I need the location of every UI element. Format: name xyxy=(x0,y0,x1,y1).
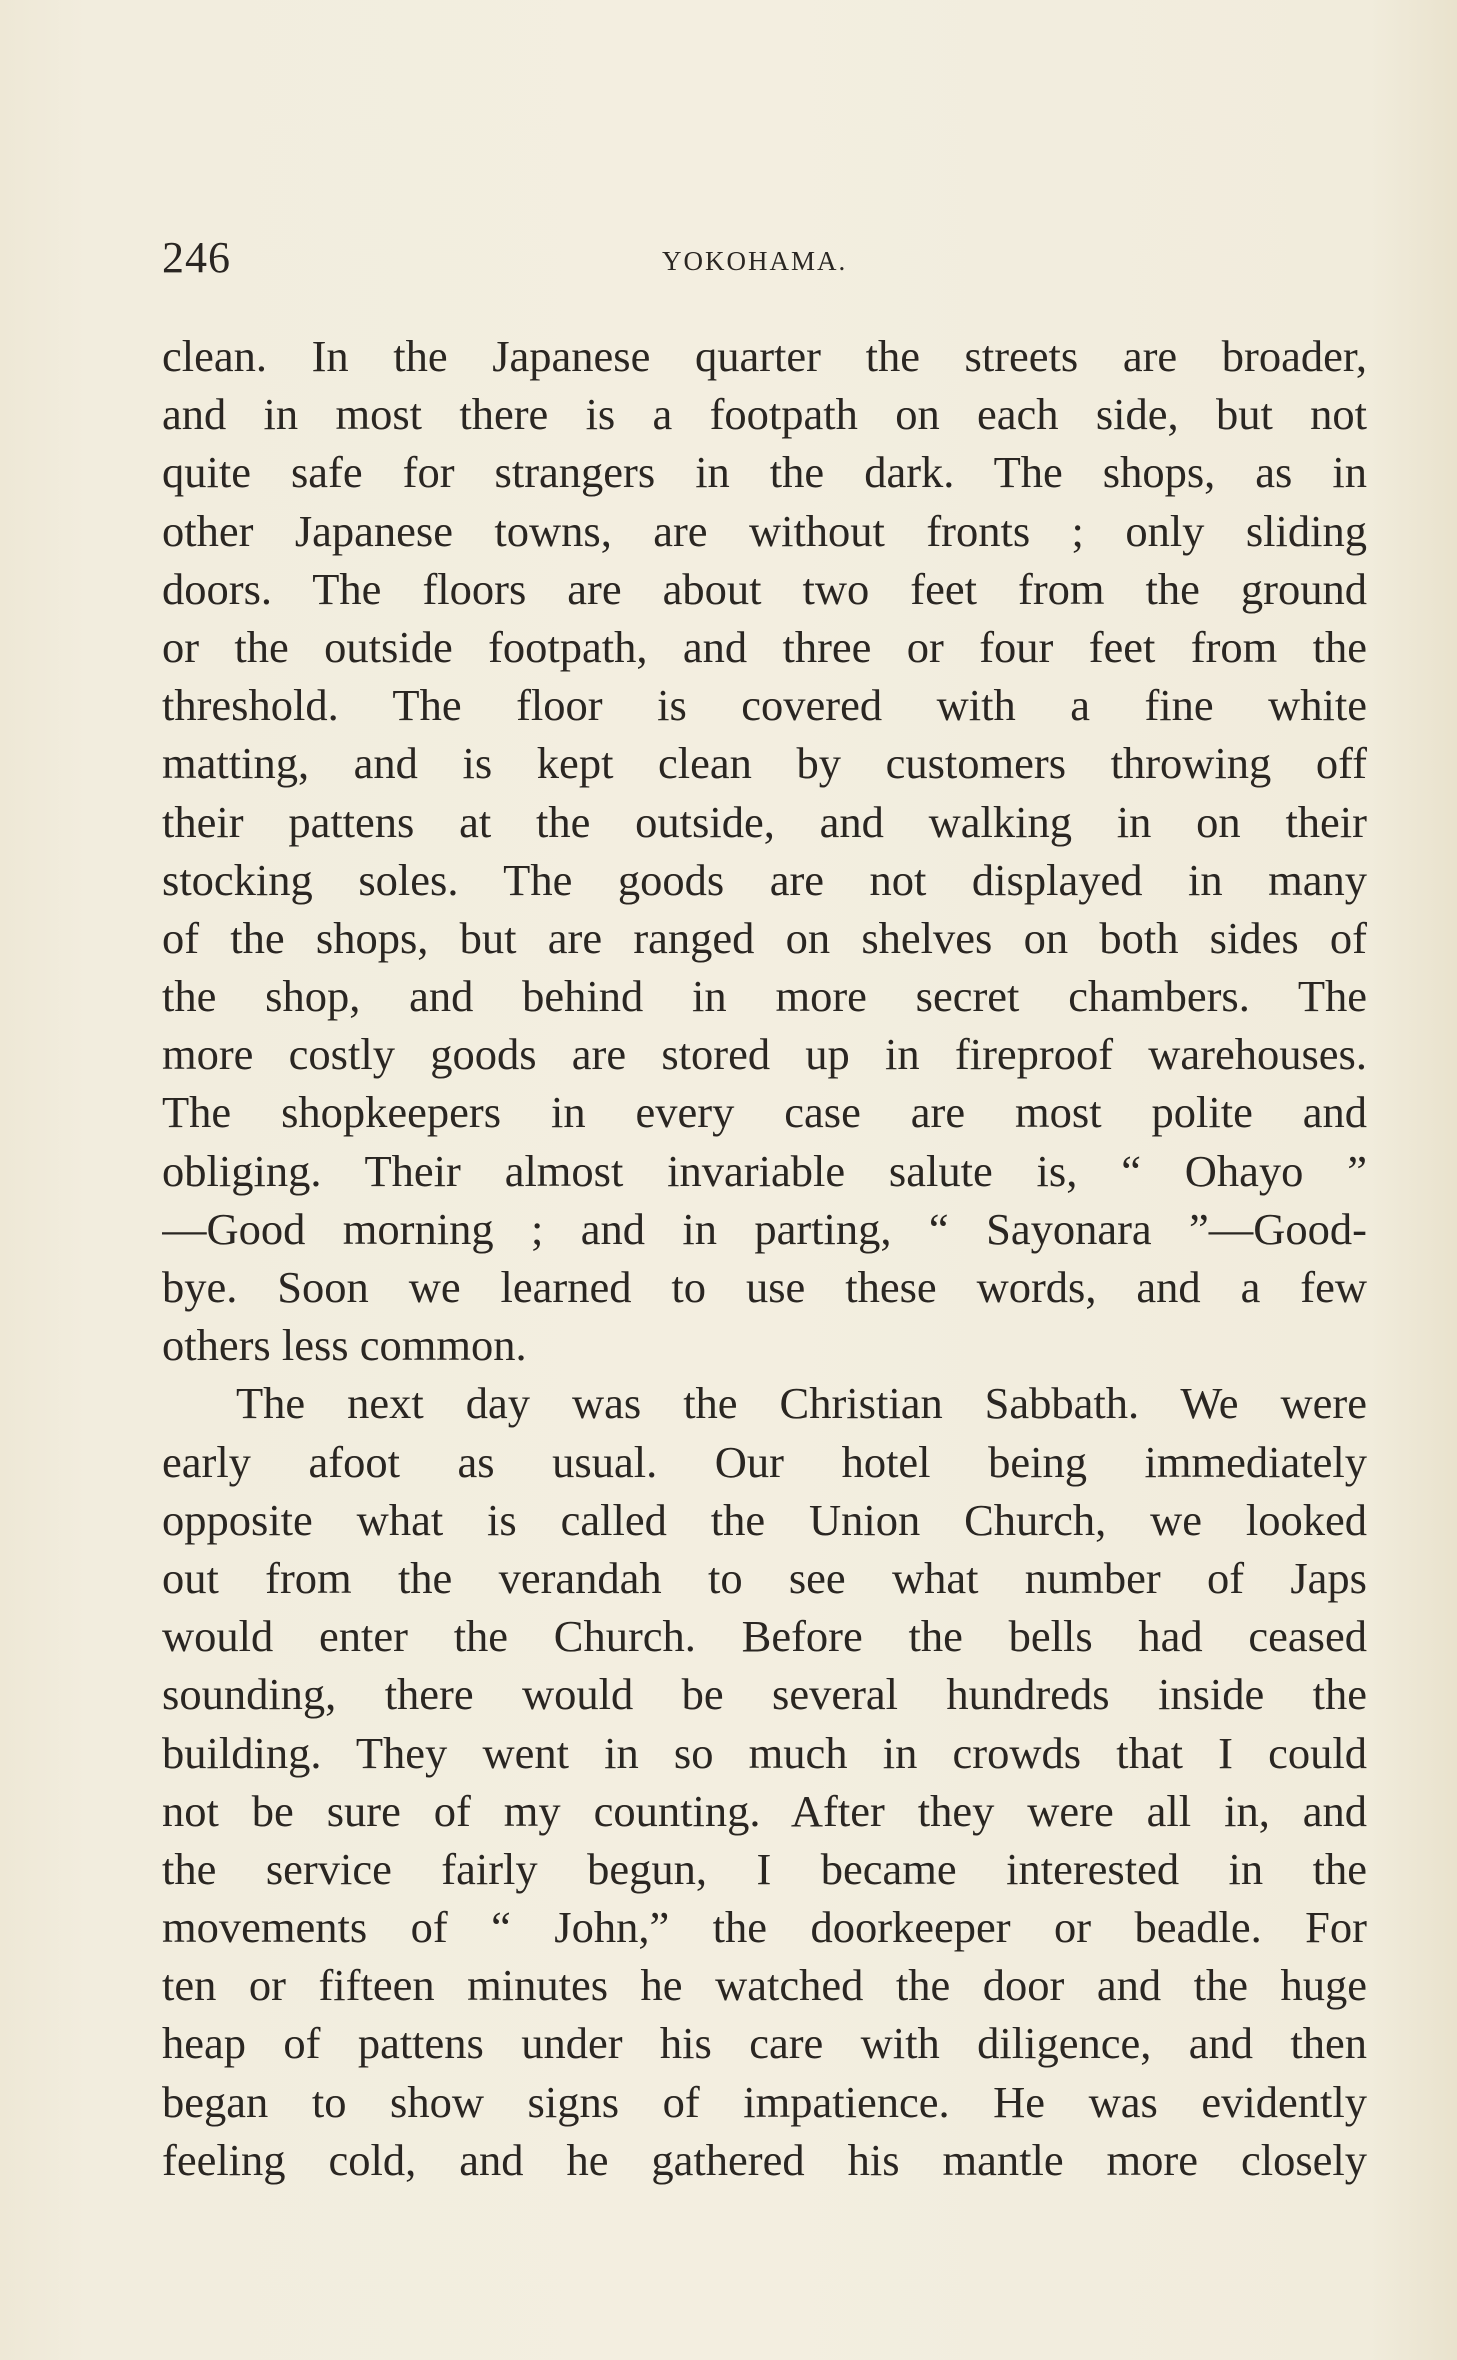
text-line: not be sure of my counting. After they were all in, and xyxy=(162,1785,1367,1836)
body-text xyxy=(162,327,1367,2189)
page-header xyxy=(162,232,1372,292)
text-line: and in most there is a footpath on each side, but not xyxy=(162,389,1367,440)
text-line: The next day was the Christian Sabbath. We were xyxy=(236,1378,1367,1429)
text-line: opposite what is called the Union Church, we looked xyxy=(162,1494,1367,1545)
text-line: their pattens at the outside, and walking in on their xyxy=(162,796,1367,847)
text-line: the service fairly begun, I became interested in the xyxy=(162,1843,1367,1894)
text-line: sounding, there would be several hundreds inside the xyxy=(162,1669,1367,1720)
running-title: YOKOHAMA. xyxy=(662,246,848,276)
paragraph-2 xyxy=(162,1374,1367,2189)
text-line: building. They went in so much in crowds that I could xyxy=(162,1727,1367,1778)
text-line: doors. The floors are about two feet from the ground xyxy=(162,563,1367,614)
text-line: began to show signs of impatience. He was evidently xyxy=(162,2076,1367,2127)
text-line: The shopkeepers in every case are most polite and xyxy=(162,1087,1367,1138)
text-line: heap of pattens under his care with diligence, and then xyxy=(162,2018,1367,2069)
text-line: bye. Soon we learned to use these words, and a few xyxy=(162,1262,1367,1312)
text-line: stocking soles. The goods are not displayed in many xyxy=(162,854,1367,905)
page-number: 246 xyxy=(162,233,231,282)
text-line: —Good morning ; and in parting, “ Sayonara ”—Good- xyxy=(162,1203,1367,1254)
text-line: obliging. Their almost invariable salute is, “ Ohayo ” xyxy=(162,1145,1367,1196)
text-line: early afoot as usual. Our hotel being immediately xyxy=(162,1436,1367,1487)
text-line: more costly goods are stored up in fireproof warehouses. xyxy=(162,1029,1367,1080)
text-line: other Japanese towns, are without fronts ; only sliding xyxy=(162,505,1367,556)
text-line: or the outside footpath, and three or four feet from the xyxy=(162,621,1367,672)
text-line: clean. In the Japanese quarter the streets are broader, xyxy=(162,331,1367,381)
text-line: would enter the Church. Before the bells had ceased xyxy=(162,1611,1367,1662)
text-line: out from the verandah to see what number of Japs xyxy=(162,1552,1367,1603)
text-line: others less common. xyxy=(162,1320,527,1371)
paragraph-1 xyxy=(162,327,1367,1374)
text-line: matting, and is kept clean by customers throwing off xyxy=(162,738,1367,789)
text-line: feeling cold, and he gathered his mantle more closely xyxy=(162,2134,1367,2185)
text-line: movements of “ John,” the doorkeeper or beadle. For xyxy=(162,1902,1367,1953)
text-line: of the shops, but are ranged on shelves on both sides of xyxy=(162,912,1367,963)
text-line: threshold. The floor is covered with a fine white xyxy=(162,680,1367,731)
text-line: the shop, and behind in more secret chambers. The xyxy=(162,971,1367,1022)
text-line: quite safe for strangers in the dark. The shops, as in xyxy=(162,447,1367,498)
text-line: ten or fifteen minutes he watched the door and the huge xyxy=(162,1960,1367,2011)
